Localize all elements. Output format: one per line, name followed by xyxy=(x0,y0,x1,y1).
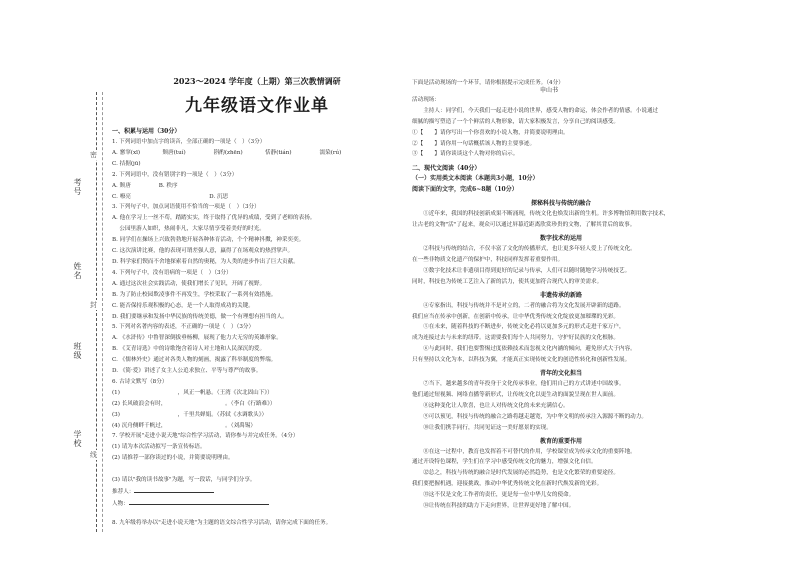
article-line: ⑧这种变化让人欣喜，也让人对传统文化的未来充满信心。 xyxy=(412,402,569,409)
article-line: ⑥与此同时，我们也要警惕过度依赖技术而忽视文化内涵的倾向，避免形式大于内容。 xyxy=(412,346,636,353)
question-line: 3. 下列句子中，加点词语使用不恰当的一项是（ ）（3分） xyxy=(112,204,260,211)
article-line: ④专家指出，科技与传统并不是对立的，二者的融合将为文化发展开辟新的道路。 xyxy=(412,302,625,309)
name-label: 姓名 xyxy=(73,262,82,280)
recommender-blank[interactable] xyxy=(134,486,214,493)
question-line: A. 颓唐 B. 秩序 xyxy=(112,182,312,189)
article-subtitle: 数字技术的运用 xyxy=(539,234,582,242)
class-label: 班级 xyxy=(73,342,82,360)
article-line: 在一些非物质文化遗产的保护中，科技同样发挥着重要作用。 xyxy=(412,256,564,263)
question-line: A. 窸窣(xī) 颓唐(tuí) 斟酌(zhēn) 恬静(tián) 濡染(rú) xyxy=(112,149,342,156)
question-line: C. 拮据(jū) xyxy=(112,160,320,167)
task-line: 下面是活动现场的一个环节，请你根据提示完成任务。（4分） xyxy=(412,80,564,86)
seal-word-xian: 线 xyxy=(90,451,97,459)
character-blank[interactable] xyxy=(129,498,269,505)
article-line: 成为连接过去与未来的纽带。这需要我们每个人共同努力，守护好民族的文化根脉。 xyxy=(412,335,619,342)
article-line: 他们通过短视频、网络直播等新形式，让传统文化以更生动的面貌呈现在世人面前。 xyxy=(412,391,619,398)
question-line: 4. 下列句子中，没有语病的一项是（ ）（3分） xyxy=(112,269,232,276)
article-title: 探秘科技与传统的融合 xyxy=(530,200,591,208)
question-line: (3) 请以"我的读书故事"为题，写一段话，与同学们分享。 xyxy=(112,477,256,484)
question-line: A. 《水浒传》中鲁智深倒拔垂杨柳，展现了他力大无穷的英雄形象。 xyxy=(112,335,282,342)
task-line: ②【 】请你用一句话概括该人物的主要事迹。 xyxy=(412,140,536,147)
main-title: 九年级语文作业单 xyxy=(185,96,329,116)
article-line: ①近年来，我国的科技创新成果不断涌现，传统文化也焕发出新的生机。许多博物馆利用数字技术， xyxy=(412,211,670,218)
question-line: D. 《简·爱》讲述了女主人公追求独立、平等与尊严的故事。 xyxy=(112,368,262,375)
reading-one-heading: （一）实用类文本阅读（本题共3小题，10分） xyxy=(412,175,539,183)
question-line: B. 《艾青诗选》中的诗歌饱含着诗人对土地和人民深沉的爱。 xyxy=(112,346,266,353)
task-line: 主持人：同学们，今天我们一起走进小说的世界，感受人物的命运，体会作者的情感。小说通过 xyxy=(412,107,659,114)
question-line: (1) 请为本次活动拟写一条宣传标语。 xyxy=(112,444,206,451)
question-line: 6. 古诗文默写（8分） xyxy=(112,378,168,385)
article-subtitle: 青年的文化担当 xyxy=(539,370,582,378)
left-column xyxy=(112,70,402,529)
article-line: ⑬这不仅是文化工作者的责任，更是每一位中华儿女的使命。 xyxy=(412,492,575,499)
seal-word-feng: 封 xyxy=(90,301,97,309)
task-line: ①【 】请你写出一个你喜欢的小说人物，并简要说明理由。 xyxy=(412,129,569,136)
article-line: ⑭让传统在科技的助力下走向世界，让世界更好地了解中国。 xyxy=(412,503,575,510)
question-line: (3) ，千里共婵娟。（苏轼《水调歌头》） xyxy=(112,411,268,418)
task-line: ③【 】请你谈谈这个人物对你的启示。 xyxy=(412,151,519,158)
article-line: 通过开设特色课程，学生们在学习中感受传统文化的魅力，增强文化自信。 xyxy=(412,459,597,466)
article-line: ⑫总之，科技与传统的融合是时代发展的必然趋势，也是文化繁荣的重要途径。 xyxy=(412,470,619,477)
question-line: C. 嘹亮 D. 沉思 xyxy=(112,193,313,200)
question-line: C. 《儒林外史》通过对各类人物的刻画，揭露了科举制度的弊端。 xyxy=(112,357,277,364)
article-line: ②科技与传统的结合，不仅丰富了文化的传播形式，也让更多年轻人爱上了传统文化。 xyxy=(412,245,636,252)
form-row-recommender xyxy=(112,486,402,498)
question-line: (2) 请推荐一部你读过的小说，并简要说明理由。 xyxy=(112,455,234,462)
reading-prompt: 阅读下面的文字，完成6~8题（10分） xyxy=(412,186,518,194)
school-label: 学校 xyxy=(73,430,82,448)
article-line: ⑨可以预见，科技与传统的融合之路将越走越宽，为中华文明的传承注入源源不断的动力。 xyxy=(412,413,647,420)
article-line: 同时，科技也为传统工艺注入了新的活力，使其更加符合现代人的审美需求。 xyxy=(412,278,603,285)
question-line: A. 通过这次社会实践活动，使我们增长了见识，开阔了视野。 xyxy=(112,280,266,287)
article-line: ⑪在这一过程中，教育也发挥着不可替代的作用，学校课堂成为传承文化的重要阵地。 xyxy=(412,448,636,455)
character-label: 人物： xyxy=(112,500,129,507)
binding-margin xyxy=(0,0,110,562)
question-line: (4) 沉舟侧畔千帆过， 。（刘禹锡） xyxy=(112,422,256,429)
exam-number-label: 考号 xyxy=(73,178,82,196)
article-line: 让古老的文物"活"了起来，观众可以通过屏幕近距离欣赏珍贵的文物，了解其背后的故事。 xyxy=(412,222,636,229)
question-line: 1. 下列词语中加点字的读音，全部正确的一项是（ ）（3分） xyxy=(112,139,266,145)
final-question-line: 8. 九年级将举办以"走进小说天地"为主题的语文综合性学习活动，请你完成下面的任务。 xyxy=(112,519,332,526)
question-line: C. 能否保持乐观积极的心态，是一个人取得成功的关键。 xyxy=(112,302,254,309)
question-line: (1) ，风正一帆悬。（王湾《次北固山下》） xyxy=(112,389,273,396)
article-line: ⑩让我们携手同行，共同见证这一美好愿景的实现。 xyxy=(412,424,552,431)
right-column xyxy=(412,78,710,523)
question-line: D. 科学家们锲而不舍地探索着自然的奥秘，为人类的进步作出了巨大贡献。 xyxy=(112,258,299,265)
question-line: (2) 长风破浪会有时， 。（李白《行路难》） xyxy=(112,400,276,407)
question-line: 2. 下列词语中，没有错别字的一项是（ ）（3分） xyxy=(112,171,238,178)
question-line: B. 同学们在操场上兴致勃勃地开展各种体育活动，个个精神抖擞，神采奕奕。 xyxy=(112,237,305,244)
section-two-heading: 二、现代文阅读（40分） xyxy=(412,165,481,173)
task-line: 活动现场： xyxy=(412,96,440,103)
question-line: 公园里游人如织，热闹非凡，大家尽情享受着美好的时光。 xyxy=(112,226,265,233)
question-line: A. 他在学习上一丝不苟，踏踏实实，终于取得了优异的成绩，受到了老师的表扬。 xyxy=(112,215,316,222)
form-row-character xyxy=(112,498,402,510)
article-line: ⑦当下，越来越多的青年投身于文化传承事业，他们用自己的方式讲述中国故事。 xyxy=(412,381,625,388)
seal-line-inner xyxy=(102,92,103,532)
article-line: ③数字化技术让非遗项目得到更好的记录与传承，人们可以随时随地学习传统技艺。 xyxy=(412,267,631,274)
task-line: 细腻的描写塑造了一个个鲜活的人物形象，请大家积极发言，分享自己的阅读感受。 xyxy=(412,118,619,125)
article-line: 我们应当在传承中创新，在创新中传承，让中华优秀传统文化绽放更加璀璨的光彩。 xyxy=(412,313,619,320)
question-line xyxy=(112,464,402,475)
page-number: 申山书 xyxy=(540,87,559,94)
question-line: B. 为了防止校园欺凌事件不再发生，学校采取了一系列有效措施。 xyxy=(112,291,277,298)
article-line xyxy=(412,512,710,523)
article-subtitle: 教育的重要作用 xyxy=(539,437,582,445)
article-subtitle: 非遗传承的新路 xyxy=(539,291,582,299)
section-one-heading: 一、积累与运用（30分） xyxy=(112,128,181,135)
question-line: 7. 学校开展"走进小说天地"综合性学习活动，请你参与并完成任务。（4分） xyxy=(112,433,299,440)
article-line: 我们要把握机遇，迎接挑战，推动中华优秀传统文化在新时代焕发新的光彩。 xyxy=(412,481,603,488)
recommender-label: 推荐人： xyxy=(112,489,135,495)
question-line: C. 这次演讲比赛，他的表现可谓差强人意，赢得了在场观众的热烈掌声。 xyxy=(112,248,294,255)
exam-title: 2023～2024 学年度（上期）第三次教情调研 xyxy=(173,76,341,86)
question-line: D. 我们要继承和发扬中华民族的传统美德，做一个有理想有担当的人。 xyxy=(112,313,288,320)
seal-word-mi: 密 xyxy=(90,151,97,159)
article-line: ⑤在未来，随着科技的不断进步，传统文化必将以更加多元的形式走进千家万户， xyxy=(412,324,625,331)
article-line: 只有坚持以文化为本，以科技为翼，才能真正实现传统文化的创造性转化和创新性发展。 xyxy=(412,357,631,364)
question-line: 5. 下列对名著内容的表述，不正确的一项是（ ）（3分） xyxy=(112,324,255,331)
